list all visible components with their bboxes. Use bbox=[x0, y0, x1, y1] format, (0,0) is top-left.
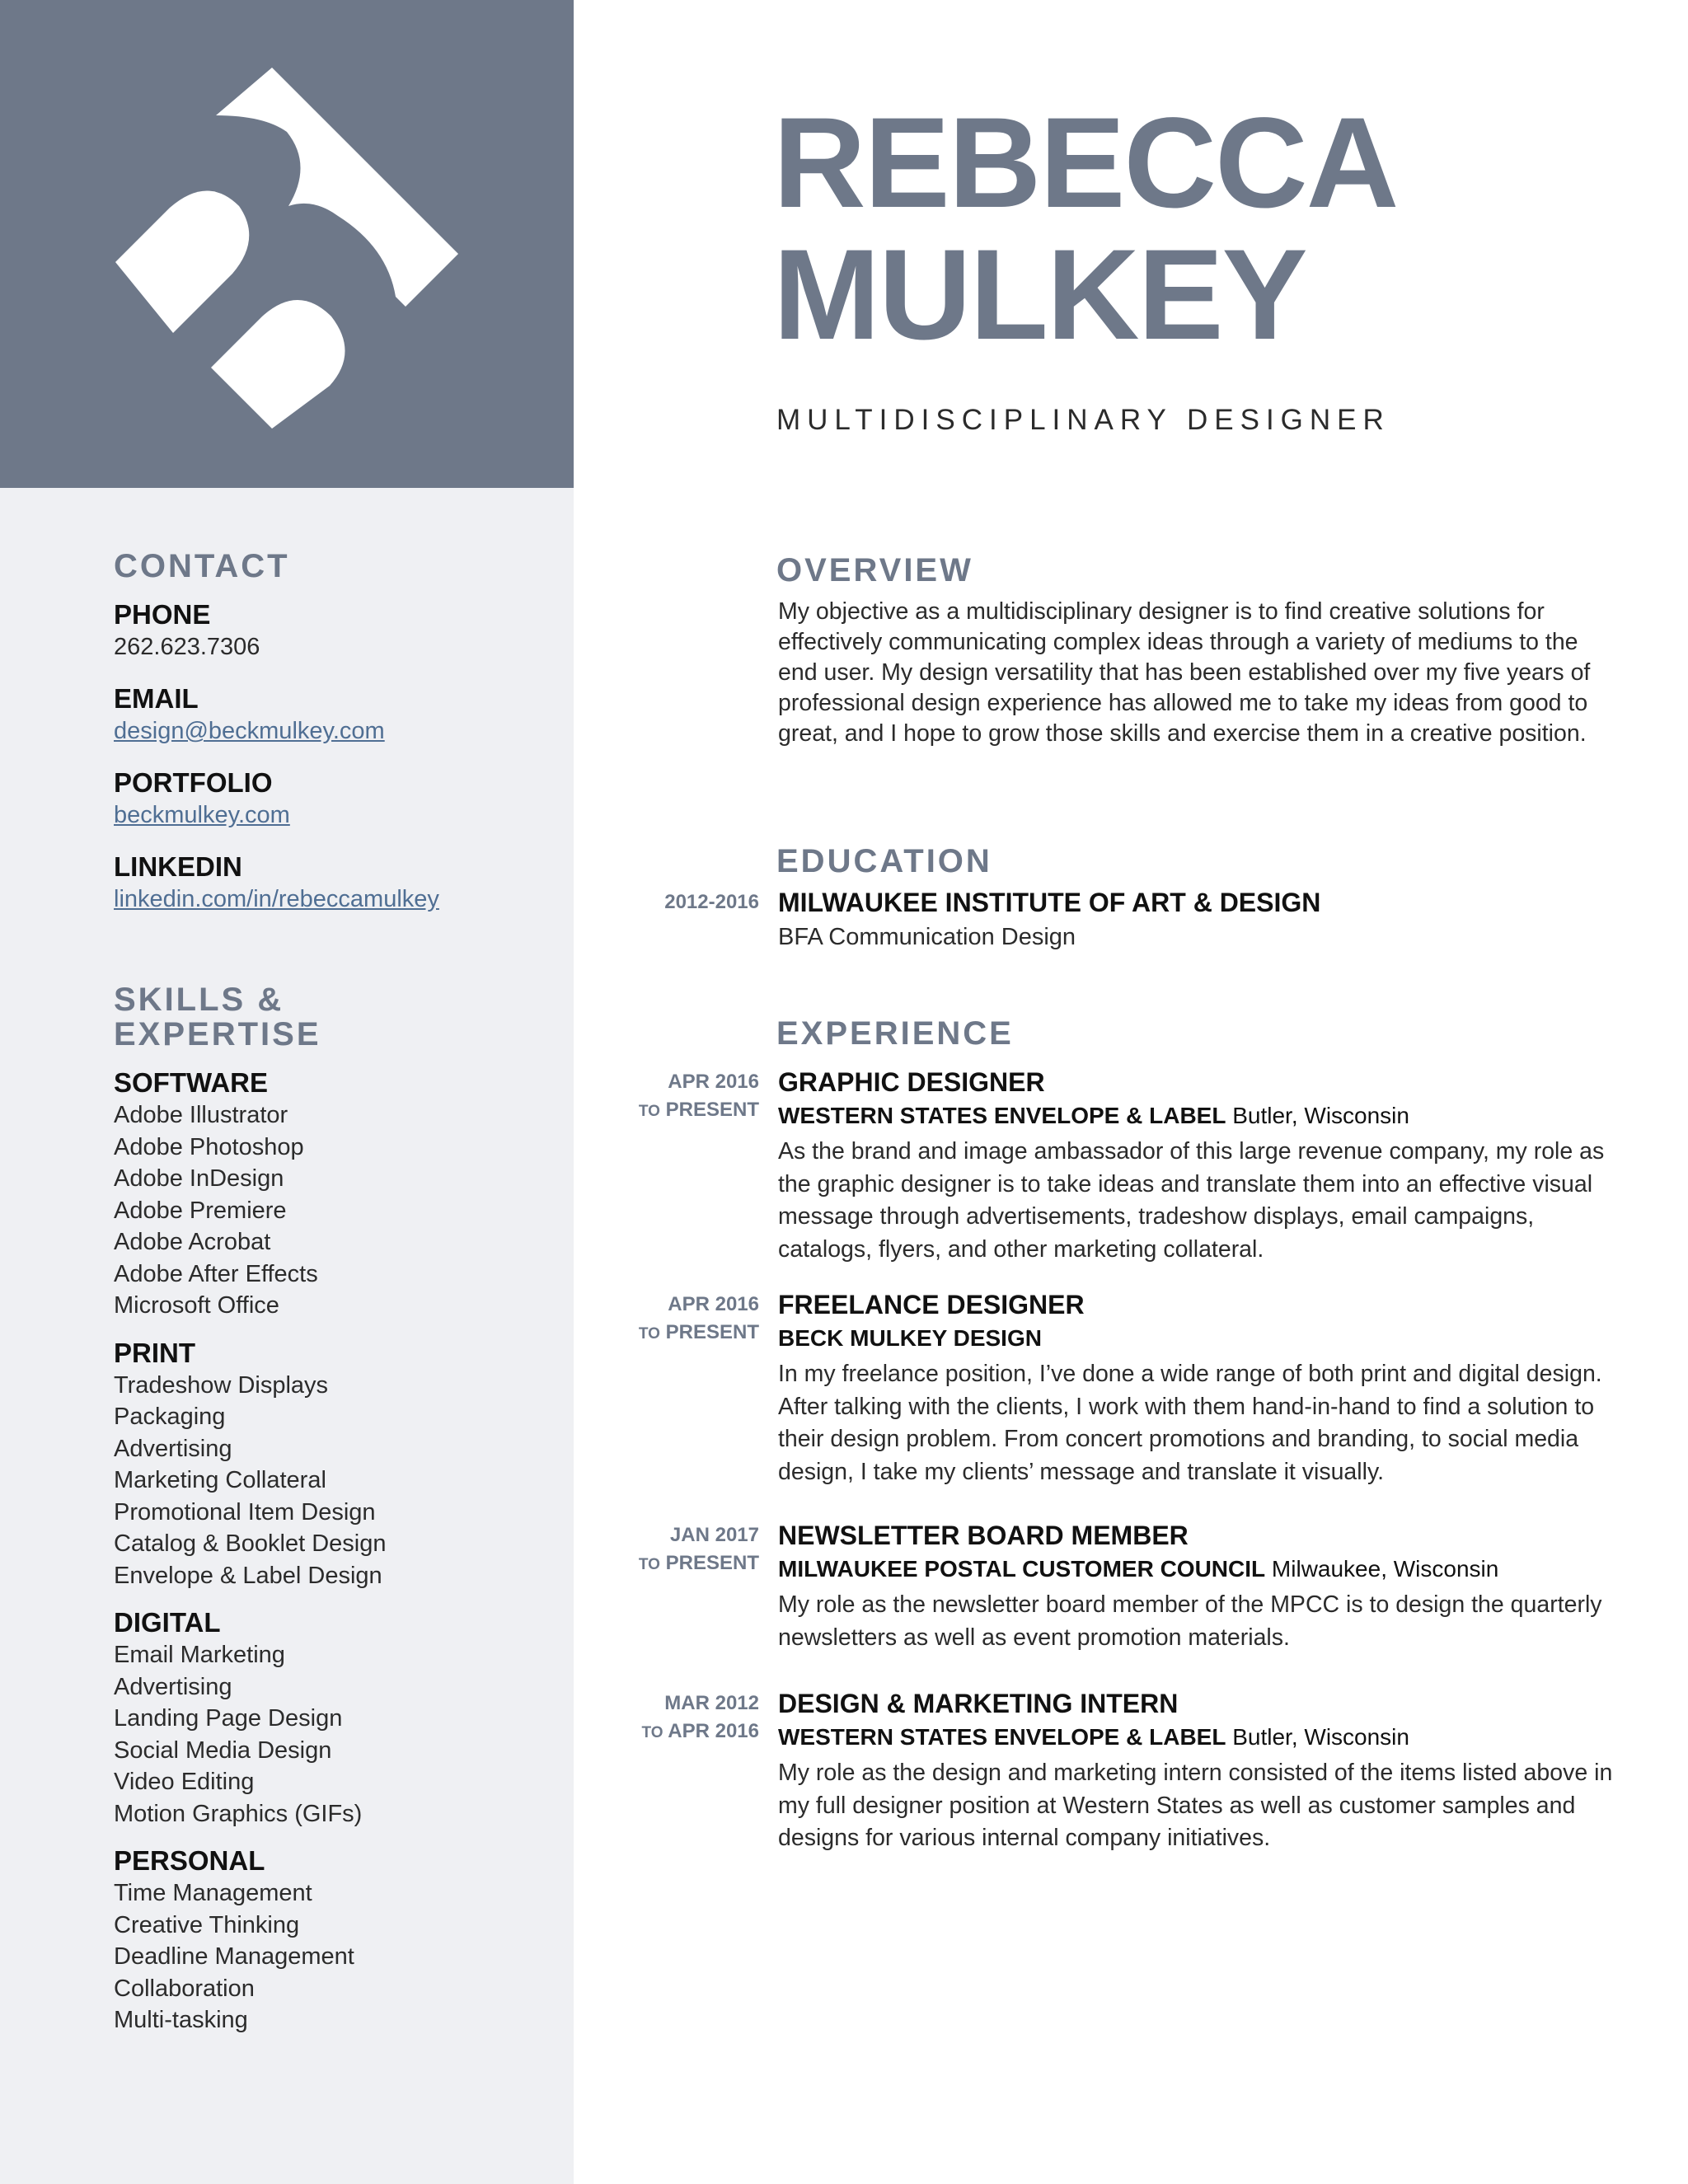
skill-item: Video Editing bbox=[114, 1769, 255, 1795]
skill-item: Advertising bbox=[114, 1673, 232, 1700]
skill-group-personal bbox=[114, 1844, 542, 2036]
org-name: MILWAUKEE POSTAL CUSTOMER COUNCIL bbox=[778, 1556, 1266, 1582]
skill-item: Marketing Collateral bbox=[114, 1467, 326, 1493]
org-name: WESTERN STATES ENVELOPE & LABEL bbox=[778, 1724, 1226, 1750]
first-name: REBECCA bbox=[773, 91, 1398, 235]
education-body bbox=[778, 885, 1619, 954]
date-end-line bbox=[610, 1549, 759, 1579]
date-end: PRESENT bbox=[665, 1552, 759, 1574]
skill-item: Motion Graphics (GIFs) bbox=[114, 1800, 363, 1827]
contact-heading: CONTACT bbox=[114, 548, 290, 584]
skill-item: Adobe After Effects bbox=[114, 1260, 318, 1287]
skill-item: Adobe Acrobat bbox=[114, 1229, 271, 1255]
entry-body bbox=[778, 1518, 1619, 1654]
entry-date bbox=[610, 1291, 759, 1348]
skill-group-title: DIGITAL bbox=[114, 1607, 221, 1638]
skill-group-digital bbox=[114, 1606, 542, 1830]
skill-item: Advertising bbox=[114, 1435, 232, 1462]
job-position: FREELANCE DESIGNER bbox=[778, 1290, 1085, 1319]
overview-text: My objective as a multidisciplinary designer is to find creative solutions for effectively communicating complex ideas through a variety of mediums to the end user. My design versatility that has been established over my five years of professional design experience has allowed me to take my ideas from good to great, and I hope to grow those skills and exercise them in a creative position. bbox=[778, 598, 1591, 747]
org-location: Milwaukee, Wisconsin bbox=[1271, 1556, 1499, 1582]
entry-body bbox=[778, 1065, 1619, 1266]
job-description: My role as the newsletter board member of the MPCC is to design the quarterly newsletters as well as event promotion materials. bbox=[778, 1591, 1602, 1651]
skill-item: Envelope & Label Design bbox=[114, 1562, 382, 1589]
skill-item: Adobe Illustrator bbox=[114, 1102, 288, 1128]
email-label: EMAIL bbox=[114, 683, 199, 714]
skill-item: Email Marketing bbox=[114, 1642, 285, 1668]
skill-item: Adobe Premiere bbox=[114, 1197, 287, 1224]
skill-list bbox=[114, 1877, 542, 2036]
date-end-line bbox=[610, 1718, 759, 1747]
date-to: TO bbox=[638, 1556, 660, 1573]
date-end-line bbox=[610, 1096, 759, 1126]
portfolio-label: PORTFOLIO bbox=[114, 767, 273, 798]
skill-item: Landing Page Design bbox=[114, 1705, 343, 1732]
skill-item: Collaboration bbox=[114, 1975, 255, 2002]
date-end-line bbox=[610, 1319, 759, 1348]
entry-date bbox=[610, 1521, 759, 1579]
date-start: APR 2016 bbox=[668, 1071, 759, 1093]
skill-item: Adobe Photoshop bbox=[114, 1133, 304, 1160]
skills-heading bbox=[114, 982, 542, 1052]
job-description: As the brand and image ambassador of this large revenue company, my role as the graphic designer is to take ideas and translate them into an effective visual message through advertisements, tradeshow displays, email campaigns, catalogs, flyers, and other marketing collateral. bbox=[778, 1138, 1605, 1263]
job-position: NEWSLETTER BOARD MEMBER bbox=[778, 1521, 1189, 1550]
skill-list bbox=[114, 1370, 542, 1592]
skill-item: Packaging bbox=[114, 1404, 226, 1430]
phone-value: 262.623.7306 bbox=[114, 634, 260, 660]
org-location: Butler, Wisconsin bbox=[1232, 1103, 1409, 1128]
candidate-name bbox=[773, 91, 1398, 367]
experience-heading: EXPERIENCE bbox=[776, 1015, 1014, 1052]
skill-item: Multi-tasking bbox=[114, 2007, 248, 2033]
contact-phone bbox=[114, 598, 542, 663]
email-link[interactable]: design@beckmulkey.com bbox=[114, 718, 385, 744]
skills-heading-line1: SKILLS & bbox=[114, 982, 284, 1018]
contact-linkedin bbox=[114, 851, 542, 915]
entry-body bbox=[778, 1287, 1619, 1488]
skill-item: Deadline Management bbox=[114, 1943, 354, 1970]
linkedin-link[interactable]: linkedin.com/in/rebeccamulkey bbox=[114, 886, 439, 912]
school-name: MILWAUKEE INSTITUTE OF ART & DESIGN bbox=[778, 888, 1321, 917]
organization bbox=[778, 1553, 1619, 1586]
entry-body bbox=[778, 1686, 1619, 1855]
organization bbox=[778, 1099, 1619, 1132]
contact-portfolio bbox=[114, 766, 542, 831]
date-start: JAN 2017 bbox=[669, 1524, 759, 1546]
skill-group-title: PERSONAL bbox=[114, 1845, 265, 1876]
overview-heading: OVERVIEW bbox=[776, 552, 973, 588]
skill-list bbox=[114, 1639, 542, 1830]
skill-item: Catalog & Booklet Design bbox=[114, 1530, 387, 1557]
portfolio-link[interactable]: beckmulkey.com bbox=[114, 802, 290, 828]
date-end: PRESENT bbox=[665, 1099, 759, 1121]
org-location: Butler, Wisconsin bbox=[1232, 1724, 1409, 1750]
skills-heading-line2: EXPERTISE bbox=[114, 1016, 321, 1052]
org-name: BECK MULKEY DESIGN bbox=[778, 1325, 1042, 1351]
job-description: In my freelance position, I’ve done a wide range of both print and digital design. After talking with the clients, I work with them hand-in-hand to find a solution to their design problem. From concert promotions and branding, to social media design, I take my clients’ message and translate it visually. bbox=[778, 1361, 1602, 1485]
monogram-logo-icon bbox=[0, 0, 574, 488]
date-to: TO bbox=[638, 1325, 660, 1343]
skill-list bbox=[114, 1099, 542, 1322]
contact-email bbox=[114, 682, 542, 747]
skill-group-title: SOFTWARE bbox=[114, 1067, 268, 1098]
date-to: TO bbox=[641, 1724, 663, 1741]
skill-group-print bbox=[114, 1337, 542, 1592]
entry-date bbox=[610, 1690, 759, 1747]
organization bbox=[778, 1721, 1619, 1754]
linkedin-label: LINKEDIN bbox=[114, 851, 242, 882]
last-name: MULKEY bbox=[773, 223, 1306, 367]
degree: BFA Communication Design bbox=[778, 924, 1076, 950]
skill-group-title: PRINT bbox=[114, 1337, 195, 1368]
job-description: My role as the design and marketing intern consisted of the items listed above in my full designer position at Western States as well as customer samples and designs for various internal company initiatives. bbox=[778, 1760, 1613, 1851]
date-start: APR 2016 bbox=[668, 1293, 759, 1315]
date-end: PRESENT bbox=[665, 1321, 759, 1343]
entry-date bbox=[610, 1068, 759, 1126]
skill-group-software bbox=[114, 1066, 542, 1322]
skill-item: Social Media Design bbox=[114, 1736, 332, 1764]
skill-item: Adobe InDesign bbox=[114, 1165, 284, 1192]
skill-item: Microsoft Office bbox=[114, 1292, 279, 1319]
logo-block bbox=[0, 0, 574, 488]
date-to: TO bbox=[638, 1103, 660, 1120]
skill-item: Tradeshow Displays bbox=[114, 1371, 329, 1399]
job-position: GRAPHIC DESIGNER bbox=[778, 1067, 1045, 1097]
education-heading: EDUCATION bbox=[776, 843, 992, 879]
sidebar bbox=[114, 549, 542, 2036]
education-date: 2012-2016 bbox=[664, 891, 759, 913]
phone-label: PHONE bbox=[114, 599, 211, 630]
skill-item: Creative Thinking bbox=[114, 1911, 300, 1938]
job-position: DESIGN & MARKETING INTERN bbox=[778, 1689, 1179, 1718]
organization bbox=[778, 1322, 1619, 1355]
skill-item: Time Management bbox=[114, 1880, 312, 1906]
job-title: MULTIDISCIPLINARY DESIGNER bbox=[776, 404, 1390, 436]
org-name: WESTERN STATES ENVELOPE & LABEL bbox=[778, 1103, 1226, 1128]
skill-item: Promotional Item Design bbox=[114, 1498, 376, 1526]
date-end: APR 2016 bbox=[668, 1720, 759, 1742]
date-start: MAR 2012 bbox=[664, 1692, 759, 1714]
